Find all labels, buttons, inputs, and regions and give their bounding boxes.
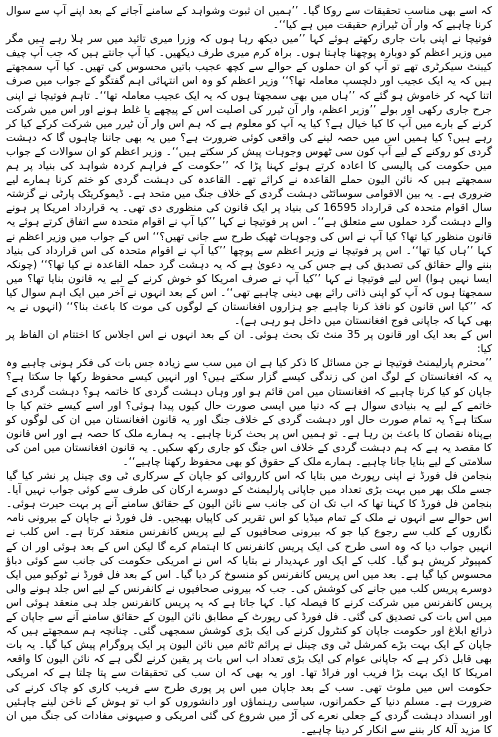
quote-block xyxy=(6,356,492,469)
quoted-statement: ’’محترم پارلیمنٹ فوتیچا نے جن مسائل کا ذکر کیا ہے ان میں سب سے زیادہ جس بات کی فکر ہونی چاہیے وہ یہ کہ افغانستان کے لوگ امن کی زندگی کیسے گزار سکتے ہیں؟ اور انہیں کیسے محفوظ رکھا جا سکتا ہے؟ جاپان کو کیا کرنا چاہیے کہ افغانستان میں امن قائم ہو اور وہاں دہشت گردی کا خاتمہ ہو؟ دہشت گردی کے خاتمے کے لیے یہ بنیادی سوال ہے کہ دنیا میں ایسی صورت حال کیوں پیدا ہوئی؟ اور اسے کیسے ختم کیا جا سکتا ہے؟ یہ تمام صورت حال اور دہشت گردی کے خلاف جنگ اور یہ قانون افغانستان میں ان کی لوگوں کو بےپناہ نقصان کا باعث بن رہا ہے۔ تو ہمیں اس پر بحث کرنا چاہیے۔ یہ ہمارے ملک کا حصہ ہے اور اس قانون کا مقصد یہ ہے کہ ہم دہشت گردی کے خلاف اس جنگ کو جاری رکھ سکیں۔ یہ قانون افغانستان میں امن کی سلامتی کے لیے بنایا جانا چاہیے۔ ہمارے ملک کے حقوق کو بھی محفوظ رکھنا چاہیے‘‘۔ xyxy=(6,357,492,468)
article-paragraph-1: کہ اسے بھی مناسب تحقیقات سے روکا گیا۔ ’’ہمیں ان ثبوت وشواہد کے سامنے آجانے کے بعد اپنے آپ سے سوال کرنا چاہیے کہ وار آن ٹیرازم حقیقت میں ہے کیا‘‘۔ xyxy=(6,5,492,32)
article-paragraph-3: اس کے بعد ایک اور قانون پر 35 منٹ تک بحث ہوئی۔ ان کے بعد انہوں نے اس اجلاس کا اختتام ان الفاظ پر کیا: xyxy=(6,329,492,356)
article-closing-paragraph: بنجامن فل فورڈ نے اپنی رپورٹ میں بتایا کہ اس کارروائی کو جاپان کے سرکاری ٹی وی چینل پر نشر کیا گیا جسے ملک بھر میں بہت بڑی تعداد میں جاپانی پارلیمنٹ کے دوسرے ارکان کی طرف سے کوئی جواب نہیں آیا۔ بنجامن فل فورڈ کا کہنا تھا کہ اب تک ان کی جانب سے نائن الیون کے حقائق سامنے آنے پر بہت حیرت ہوئی۔ اس حوالے سے انہوں نے ملک کے تمام میڈیا کو اس تقریر کی کاپیاں بھیجیں۔ فل فورڈ نے جاپان کے بیرونی نامہ نگاروں کے کلب سے رجوع کیا جو کہ بیرونی صحافیوں کے لیے پریس کانفرنس منعقد کرتا ہے۔ اس کلب نے انہیں جواب دیا کہ وہ اسی طرح کی ایک پریس کانفرنس کا اہتمام کرے گا لیکن اس کے بعد ہوئی اور ان کے کمپیوٹر کریش ہو گیا۔ کلب کے ایک اور عہدیدار نے بتایا کہ اس نے امریکی حکومت کی جانب سے کوئی دباؤ محسوس کیا گیا ہے۔ بعد میں اس پریس کانفرنس کو منسوخ کر دیا گیا۔ اس کے بعد فل فورڈ نے ٹوکیو میں ایک دوسرے پریس کلب میں جانے کی کوشش کی۔ جب کہ بیرونی صحافیوں نے کانفرنس کے لیے اس جلد ہونے والی پریس کانفرنس میں شرکت کرنے کا فیصلہ کیا۔ کہا جاتا ہے کہ یہ پریس کانفرنس جلد ہی منعقد ہوئی اس میں اس بات کی تصدیق کی گئی۔ فل فورڈ کی رپورٹ کے مطابق نائن الیون کے حقائق سامنے آنے سے جاپان کے ذرائع ابلاغ اور حکومت جاپان کو کنٹرول کرنے کی ایک بڑی کوشش سمجھی گئی۔ چنانچہ ہم سمجھتے ہیں کہ جاپان کے ایک بہت بڑے کمرشل ٹی وی چینل نے پرائم ٹائم میں نائن الیون پر ایک پروگرام پیش کیا گیا۔ یہ بات بھی قابل ذکر ہے کہ جاپانی عوام کی ایک بڑی تعداد اب اس بات پر یقین کرنے لگی ہے کہ نائن الیون کا واقعہ امریکا کا ایک بہت بڑا فریب اور فراڈ تھا۔ اور یہ بھی کہ ان سب کی تحقیقات سے پتا چلتا ہے کہ امریکی حکومت اس میں ملوث تھی۔ سب کے بعد جاپان میں اس پر پوری طرح سے فریب کاری کو چاک کرنے کی ضرورت ہے۔ مسلم دنیا کے حکمرانوں، سیاسی رہنماؤں اور دانشوروں کو اب تو ہوش کے ناخن لینے چاہئیں اور انسداد دہشت گردی کے جعلی نعرے کی آڑ میں شروع کی گئی امریکی و صیہونی مفادات کی جنگ میں ان کا مزید آلۂ کار بننے سے انکار کر دینا چاہیے۔ xyxy=(6,470,492,736)
article-paragraph-2: فوتیچا نے اپنی بات جاری رکھتے ہوئے کہا ’’میں دیکھ رہا ہوں کہ وزرا میری تائید میں سر ہلا رہے ہیں مگر میں وزیر اعظم کو دوبارہ پوچھنا چاہتا ہوں۔ براہ کرم میری طرف دیکھیں۔ کیا آپ جانتے ہیں کہ جب آپ چیف کیبنٹ سیکرٹری تھے تو آپ کو ان حملوں کے حوالے سے کچھ عجیب باتیں محسوس کی تھیں۔ کیا آپ سمجھتے ہیں کہ یہ ایک عجیب اور دلچسپ معاملہ تھا؟‘‘ وزیر اعظم کو وہ اس انتہائی اہم گفتگو کے جواب میں صرف اتنا کہہ کر خاموش ہو گئے کہ ’’ہاں میں بھی سمجھتا ہوں کہ یہ ایک عجیب معاملہ تھا‘‘۔ تاہم فوتیچا نے اپنی جرح جاری رکھی اور بولے ’’وزیر اعظم، وار آن ٹیرر کی اصلیت اس کے پیچھے یا غلط ہونے اور اس میں شرکت کرنے کے بارے میں آپ کا کیا خیال ہے؟ کیا یہ آپ کو معلوم ہے کہ ہم اس وار آن ٹیرر میں شرکت کرکے کیا کر رہے ہیں؟ کیا ہمیں اس میں حصہ لینے کی واقعی کوئی ضرورت ہے؟ میں یہ بھی جاننا چاہوں گا کہ دہشت گردی کو روکنے کے لیے آپ کون سی ٹھوس وجوہات پیش کر سکتے ہیں‘‘۔ وزیر اعظم کو ان سوالات کے جواب میں حکومت کی پالیسی کا اعادہ کرتے ہوئے کہنا پڑا کہ ’’حکومت کے فراہم کردہ شواہد کی بنیاد پر ہم سمجھتے ہیں کہ نائن الیون حملے القاعدہ نے کرائے تھے۔ القاعدہ کی دہشت گردی کو ختم کرنا ہمارے لیے ضروری ہے۔ یہ بین الاقوامی سوسائٹی دہشت گردی کے خلاف جنگ میں متحد ہے۔ ڈیموکریٹک پارٹی نے گزشتہ سال اقوام متحدہ کی قرارداد 16595 کی بنیاد پر ایک قانون کی منظوری دی تھی۔ یہ قرارداد امریکا پر ہونے والے دہشت گرد حملوں سے متعلق ہے‘‘۔ اس پر فوتیچا نے کہا ’’کیا آپ نے اقوام متحدہ سے اتفاق کرتے ہوئے یہ قانون منظور کیا تھا؟ کیا آپ نے اس کی وجوہات ٹھیک طرح سے جانی تھیں؟‘‘ اس کے جواب میں وزیر اعظم نے کہا ’’ہاں کیا تھا‘‘۔ اس پر فوتیچا نے وزیر اعظم سے پوچھا ’’کیا آپ نے اقوام متحدہ کی اس قرارداد کی بنیاد بننے والے حقائق کی تصدیق کی ہے جس کی یہ دعویٰ ہے کہ یہ دہشت گرد حملہ القاعدہ نے کیا تھا؟‘‘ (چونکہ ایسا نہیں ہوا) اس لیے فوتیچا نے کہا ’’کیا آپ نے صرف امریکا کو خوش کرنے کے لیے یہ قانون بنایا تھا؟ میں سمجھتا ہوں کہ آپ کو اپنی ذاتی رائے بھی دینی چاہیے تھی‘‘۔ اس کے بعد انہوں نے آخر میں ایک اہم سوال کیا کہ ’’کیا اس قانون کو نافذ کرنا چاہیے جو ہزاروں افغانستان کے لوگوں کی موت کا باعث بنا؟‘‘ (انہوں نے یہ بھی کہا کہ جاپانی فوج افغانستان میں داخل ہو رہی ہے)۔ xyxy=(6,33,492,328)
